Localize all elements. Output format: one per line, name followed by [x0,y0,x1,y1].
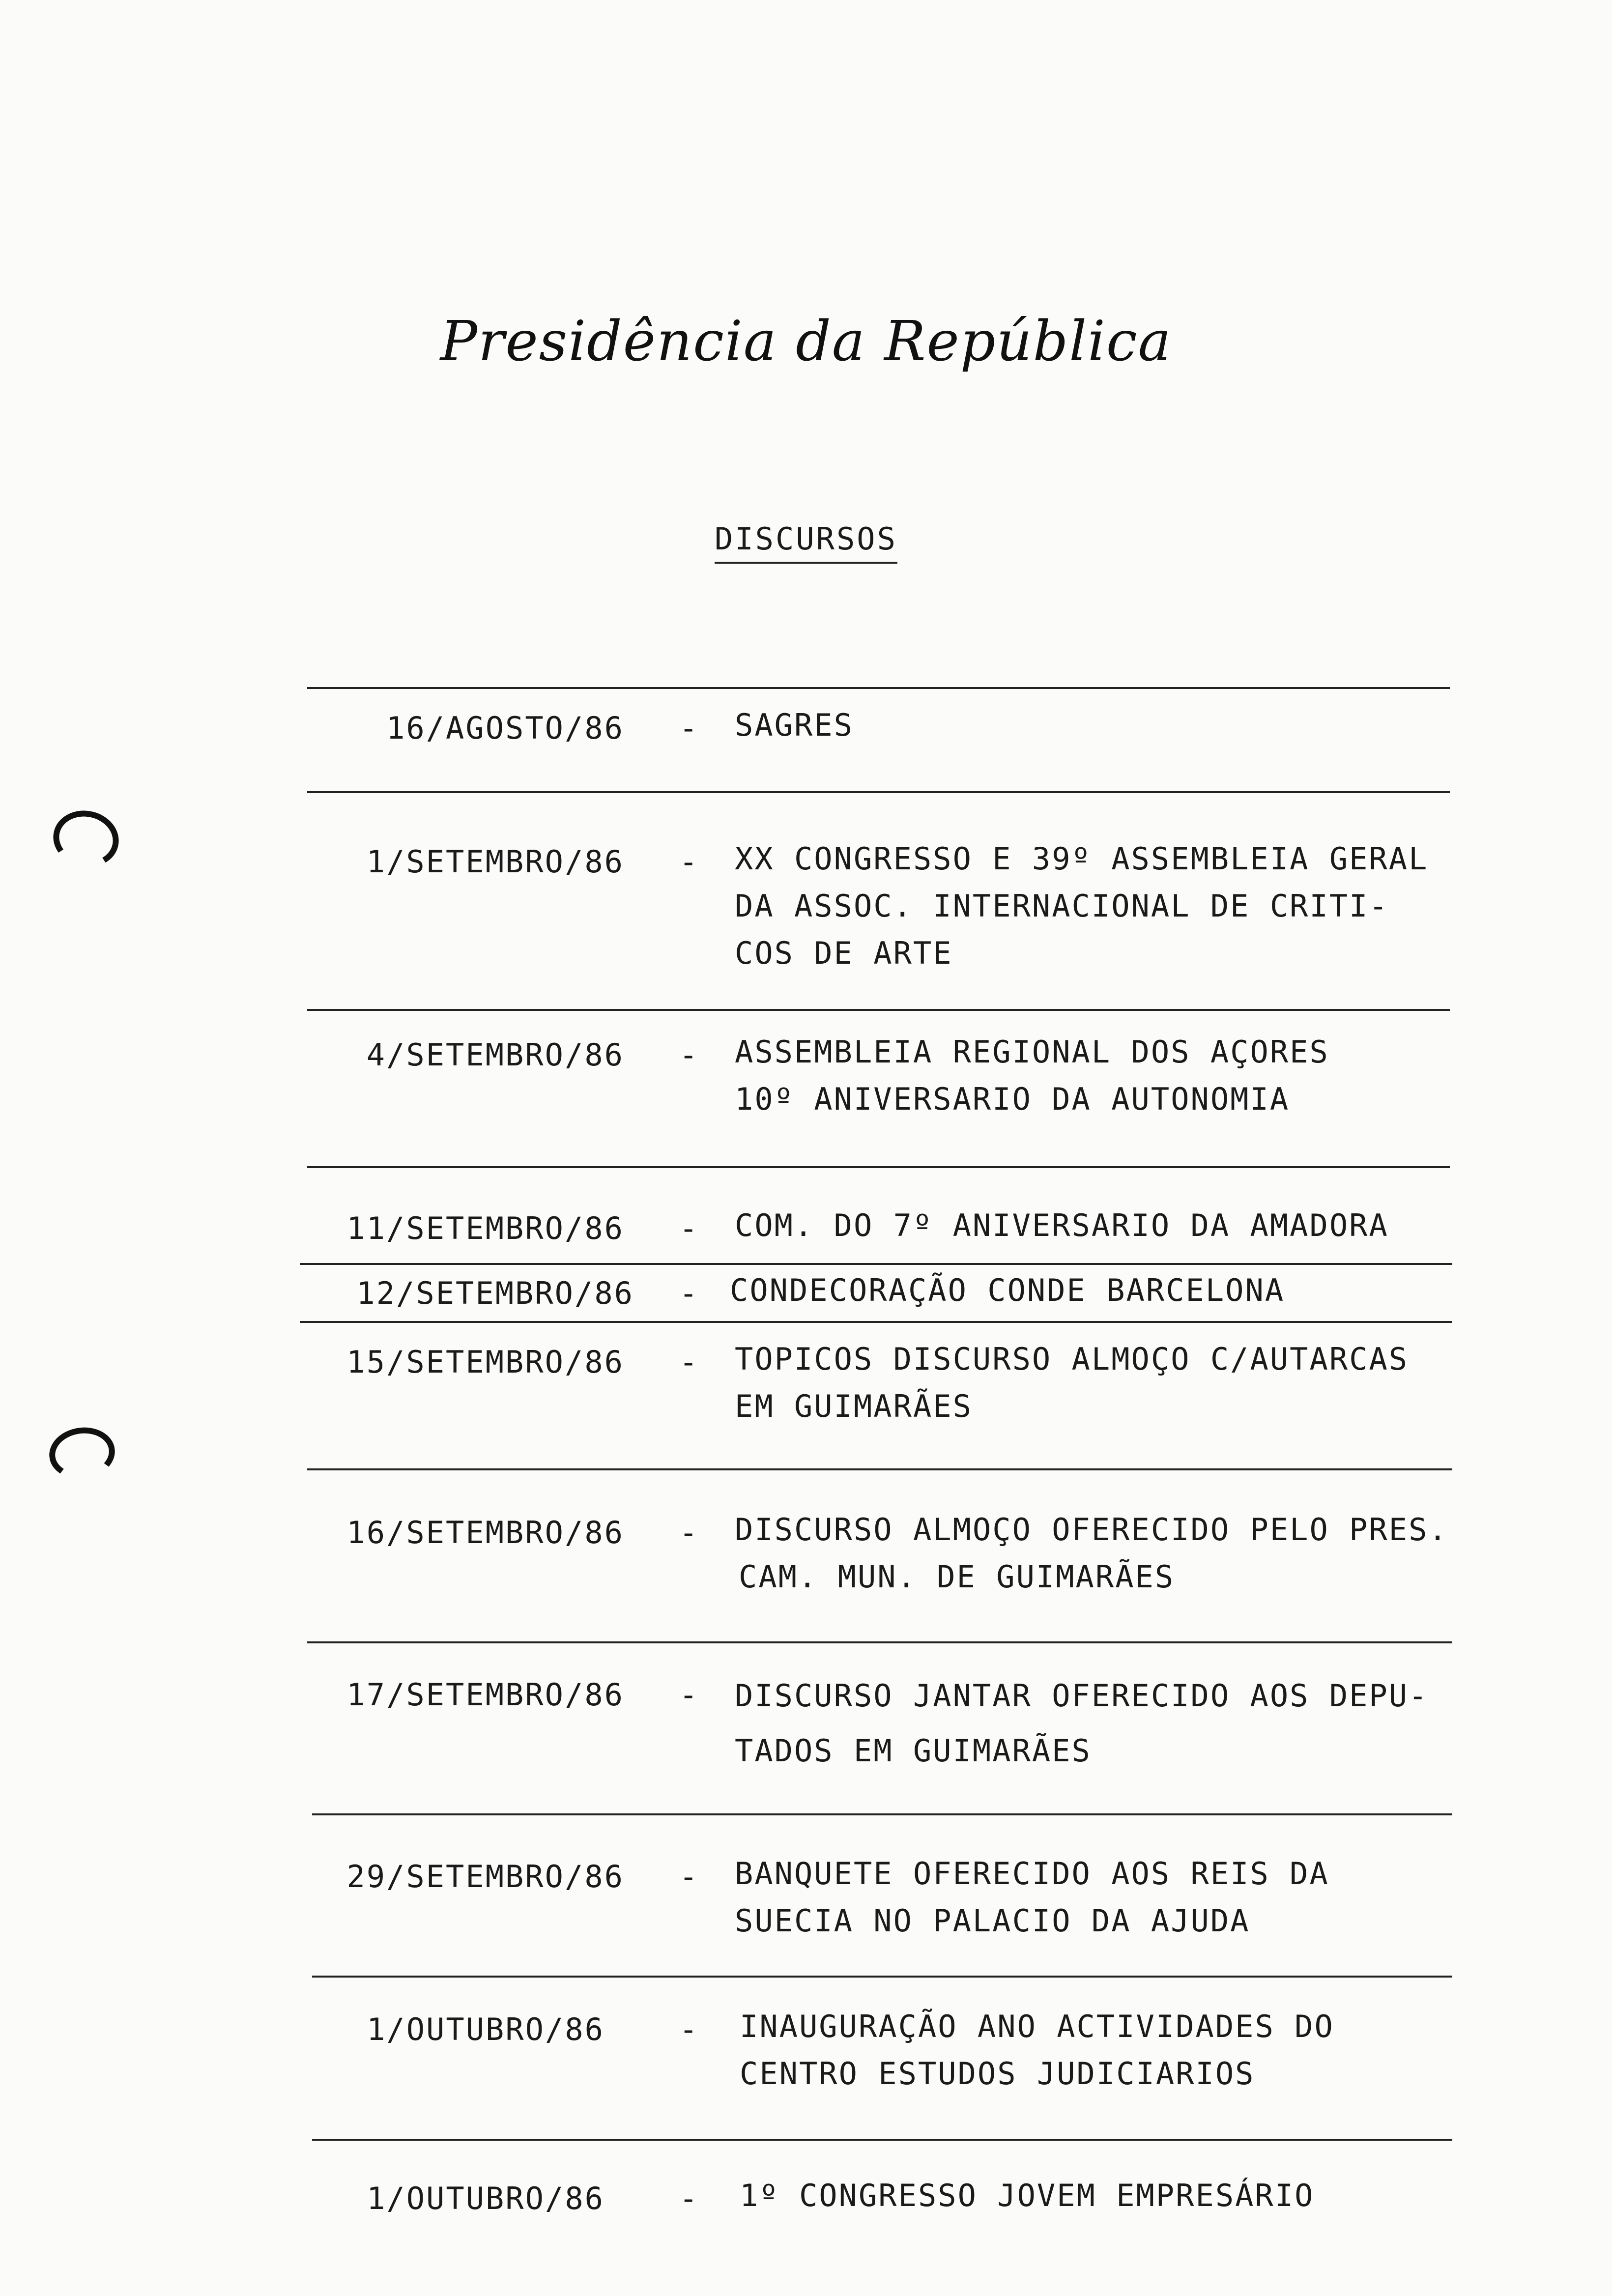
entry-line: EM GUIMARÃES [735,1388,973,1424]
entry-separator: - [679,1037,699,1073]
table-rule [307,1166,1450,1168]
entry-separator: - [679,2181,699,2216]
entry-line: INAUGURAÇÃO ANO ACTIVIDADES DO [740,2009,1334,2044]
entry-date: 29/SETEMBRO/86 [346,1859,624,1894]
entry-date: 12/SETEMBRO/86 [356,1275,634,1311]
table-rule [312,2139,1452,2141]
entry-line: TOPICOS DISCURSO ALMOÇO C/AUTARCAS [735,1341,1409,1377]
entry-separator: - [679,1344,699,1380]
entry-description [735,1202,1482,1249]
entry-line: XX CONGRESSO E 39º ASSEMBLEIA GERAL [735,841,1429,877]
table-rule [300,1321,1452,1323]
entry-line: DA ASSOC. INTERNACIONAL DE CRITI- [735,888,1389,924]
entry-separator: - [679,1210,699,1246]
entry-description [735,1336,1482,1430]
entry-line: DISCURSO JANTAR OFERECIDO AOS DEPU- [735,1678,1429,1714]
entry-line: CAM. MUN. DE GUIMARÃES [739,1559,1175,1595]
table-rule [307,687,1450,689]
entry-date: 11/SETEMBRO/86 [346,1210,624,1246]
entry-date: 4/SETEMBRO/86 [366,1037,624,1073]
entry-line: CENTRO ESTUDOS JUDICIARIOS [740,2056,1255,2092]
entry-description [740,2003,1487,2097]
punch-hole-mark [48,804,124,873]
table-rule [307,1009,1450,1011]
entry-line: COS DE ARTE [735,935,953,971]
entry-line: SUECIA NO PALACIO DA AJUDA [735,1903,1250,1939]
punch-hole-mark [46,1423,118,1483]
entry-line: DISCURSO ALMOÇO OFERECIDO PELO PRES. [735,1512,1448,1548]
heading-text: DISCURSOS [715,521,897,564]
table-rule [312,1813,1452,1815]
entry-description [735,835,1482,977]
entry-line: TADOS EM GUIMARÃES [735,1733,1092,1769]
entry-line: 1º CONGRESSO JOVEM EMPRESÁRIO [740,2178,1315,2213]
entry-date: 1/SETEMBRO/86 [366,844,624,880]
entry-line: COM. DO 7º ANIVERSARIO DA AMADORA [735,1207,1389,1243]
entry-separator: - [679,710,699,746]
entry-date: 16/SETEMBRO/86 [346,1515,624,1550]
entry-line: ASSEMBLEIA REGIONAL DOS AÇORES [735,1034,1329,1070]
entry-line: CONDECORAÇÃO CONDE BARCELONA [730,1272,1285,1308]
entry-date: 17/SETEMBRO/86 [346,1677,624,1713]
entry-separator: - [679,1677,699,1713]
entry-description [735,1506,1482,1601]
entry-separator: - [679,2011,699,2047]
page-heading [0,521,1612,557]
entry-description [735,1029,1482,1123]
entry-date: 16/AGOSTO/86 [386,710,624,746]
entry-line: BANQUETE OFERECIDO AOS REIS DA [735,1856,1329,1892]
table-rule [300,1263,1452,1265]
entry-line: 10º ANIVERSARIO DA AUTONOMIA [735,1081,1290,1117]
letterhead-title: Presidência da República [440,310,1172,373]
entry-separator: - [679,1859,699,1894]
entry-description [740,2172,1487,2219]
entry-description [730,1267,1477,1314]
entry-date: 1/OUTUBRO/86 [367,2011,604,2047]
entry-description [735,702,1482,749]
entry-separator: - [679,844,699,880]
table-rule [307,791,1450,793]
entry-date: 15/SETEMBRO/86 [346,1344,624,1380]
table-rule [307,1468,1452,1470]
entry-line: SAGRES [735,707,854,743]
table-rule [312,1976,1452,1978]
entry-separator: - [679,1515,699,1550]
table-rule [307,1641,1452,1643]
entry-date: 1/OUTUBRO/86 [367,2181,604,2216]
entry-description [735,1668,1482,1779]
entry-separator: - [679,1275,699,1311]
entry-description [735,1850,1482,1945]
